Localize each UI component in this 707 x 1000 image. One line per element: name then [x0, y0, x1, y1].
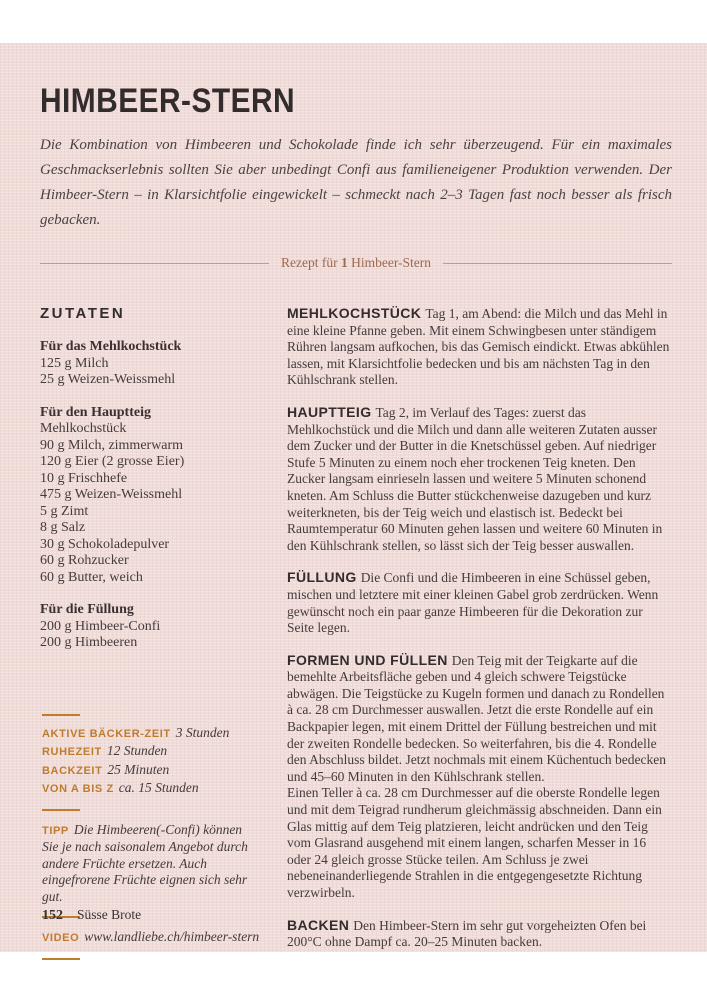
ingredient-item: 60 g Butter, weich — [40, 569, 143, 585]
time-row-vonabisz — [42, 780, 265, 798]
time-row-backzeit — [42, 762, 265, 780]
divider-rule — [42, 958, 80, 960]
step-heading: FORMEN UND FÜLLEN — [287, 651, 448, 668]
ingredient-item: 10 g Frischhefe — [40, 470, 128, 486]
time-label: BACKZEIT — [42, 764, 103, 777]
step-formen-und-fuellen — [287, 652, 672, 902]
step-heading: FÜLLUNG — [287, 569, 357, 586]
tip-label: TIPP — [42, 824, 69, 837]
divider-rule — [42, 714, 80, 716]
time-value: 12 Stunden — [106, 743, 168, 758]
ingredients-column — [40, 305, 265, 971]
time-label: RUHEZEIT — [42, 746, 102, 758]
ingredient-group-hauptteig — [40, 405, 265, 587]
footer-section-title: Süsse Brote — [77, 907, 142, 922]
step-text-continued: Einen Teller à ca. 28 cm Durchmesser auf die oberste Rondelle legen und mit dem Teigrad rundherum gleichmässig abschneiden. Dann ein Glas mittig auf dem Teig platzieren, leicht andrücken und den Teig vom Glasrand ausgehend mit einem langen, scharfen Messer in 16 oder 24 gleich grosse Stücke teilen. Am Schluss je zwei nebeneinanderliegende Strahlen in die entgegengesetzte Richtung verzwirbeln. — [287, 785, 662, 900]
step-hauptteig — [287, 404, 672, 554]
ingredient-item: 8 g Salz — [40, 520, 86, 535]
step-heading: BACKEN — [287, 916, 350, 933]
divider-label — [281, 255, 431, 271]
time-row-ruhezeit — [42, 743, 265, 761]
ingredient-item: 125 g Milch — [40, 355, 109, 371]
ingredient-group-title: Für die Füllung — [40, 602, 134, 617]
ingredient-group-mehlkochstueck — [40, 339, 265, 389]
ingredient-group-fuellung — [40, 602, 265, 652]
step-text: Tag 1, am Abend: die Milch und das Mehl in eine kleine Pfanne geben. Mit einem Schwingbesen unter ständigem Rühren langsam aufkochen, bis das Gemisch eindickt. Etwas abkühlen lassen, mit Klarsichtfolie bedecken und bis am nächsten Tag in den Kühlschrank stellen. — [287, 306, 670, 388]
divider-label-count: 1 — [340, 255, 348, 270]
step-mehlkochstueck — [287, 305, 672, 389]
time-value: 25 Minuten — [107, 761, 170, 777]
time-label: AKTIVE BÄCKER-ZEIT — [42, 727, 171, 740]
ingredient-item: 475 g Weizen-Weissmehl — [40, 487, 183, 502]
step-text: Den Teig mit der Teigkarte auf die bemehlte Arbeitsfläche geben und 4 gleich schwere Teigstücke abwägen. Die Teigstücke zu Kugeln formen und danach zu Rondellen à ca. 28 cm Durchmesser auswallen. Jetzt die erste Rondelle auf ein Backpapier legen, mit einem Drittel der Füllung bestreichen und mit der zweiten Rondelle bedecken. So weiterfahren, bis die 4. Rondelle den Abschluss bildet. Jetzt nochmals mit einem Küchentuch bedecken und 45–60 Minuten in den Kühlschrank stellen. — [287, 652, 667, 784]
book-page — [0, 43, 707, 952]
ingredient-item: 120 g Eier (2 grosse Eier) — [40, 454, 185, 469]
tip-paragraph — [42, 822, 252, 906]
ingredient-item: 30 g Schokoladepulver — [40, 536, 170, 552]
step-heading: HAUPTTEIG — [287, 403, 372, 420]
recipe-divider — [40, 255, 672, 271]
video-label: VIDEO — [42, 932, 80, 944]
tip-text: Die Himbeeren(-Confi) können Sie je nach saisonalem Angebot durch andere Früchte ersetzen. Auch eingefrorene Früchte eignen sich sehr gut. — [42, 821, 248, 904]
video-row — [42, 929, 265, 947]
step-text: Den Himbeer-Stern im sehr gut vorgeheizten Ofen bei 200°C ohne Dampf ca. 20–25 Minuten backen. — [287, 917, 647, 950]
time-value: 3 Stunden — [175, 724, 230, 740]
page-footer — [42, 907, 141, 924]
ingredient-group-title: Für das Mehlkochstück — [40, 339, 182, 354]
ingredient-item: 200 g Himbeer-Confi — [40, 618, 161, 634]
intro-text: Die Kombination von Himbeeren und Schokolade finde ich sehr überzeugend. Für ein maximales Geschmackserlebnis sollten Sie aber unbedingt Confi aus familieneigener Produktion verwenden. Der Himbeer-Stern – in Klarsichtfolie eingewickelt – schmeckt nach 2–3 Tagen fast noch besser als frisch gebacken. — [40, 137, 672, 228]
step-backen — [287, 917, 672, 951]
video-url-link[interactable]: www.landliebe.ch/himbeer-stern — [84, 929, 260, 944]
ingredient-item: 5 g Zimt — [40, 503, 89, 519]
ingredient-group-title: Für den Hauptteig — [40, 404, 151, 420]
ingredient-item: Mehlkochstück — [40, 421, 127, 436]
content-columns — [40, 305, 672, 971]
divider-label-suffix: Himbeer-Stern — [351, 255, 432, 270]
divider-rule — [42, 809, 80, 811]
step-fuellung — [287, 569, 672, 636]
step-text: Die Confi und die Himbeeren in eine Schüssel geben, mischen und letztere mit einer kleinen Gabel grob zerdrücken. Wenn gewünscht noch ein paar ganze Himbeeren für die Dekoration zur Seite legen. — [287, 570, 659, 636]
method-column — [287, 305, 672, 971]
ingredient-item: 200 g Himbeeren — [40, 635, 138, 650]
step-text: Tag 2, im Verlauf des Tages: zuerst das Mehlkochstück und die Milch und dann alle weiteren Zutaten ausser dem Zucker und der Butter in die Knetschüssel geben. Auf niedriger Stufe 5 Minuten zu einem noch eher trockenen Teig kneten. Den Zucker langsam einrieseln lassen und weitere 5 Minuten schonend kneten. Am Schluss die Butter stückchenweise dazugeben und kurz weiterkneten, bis der Teig weich und elastisch ist. Bedeckt bei Raumtemperatur 60 Minuten gehen lassen und weitere 60 Minuten in den Kühlschrank stellen, so lässt sich der Teig besser auswallen. — [287, 404, 663, 553]
ingredient-item: 25 g Weizen-Weissmehl — [40, 372, 176, 387]
divider-line-left — [40, 263, 269, 264]
time-label: VON A BIS Z — [42, 783, 114, 795]
ingredients-heading: ZUTATEN — [40, 305, 126, 322]
ingredient-item: 60 g Rohzucker — [40, 553, 129, 568]
step-heading: MEHLKOCHSTÜCK — [287, 305, 422, 321]
divider-label-prefix: Rezept für — [280, 255, 338, 270]
footer-page-number: 152 — [42, 908, 63, 923]
ingredient-item: 90 g Milch, zimmerwarm — [40, 437, 184, 453]
time-row-active — [42, 725, 265, 743]
time-value: ca. 15 Stunden — [118, 780, 199, 795]
page-title: HIMBEER-STERN — [40, 82, 296, 120]
divider-line-right — [443, 263, 672, 264]
